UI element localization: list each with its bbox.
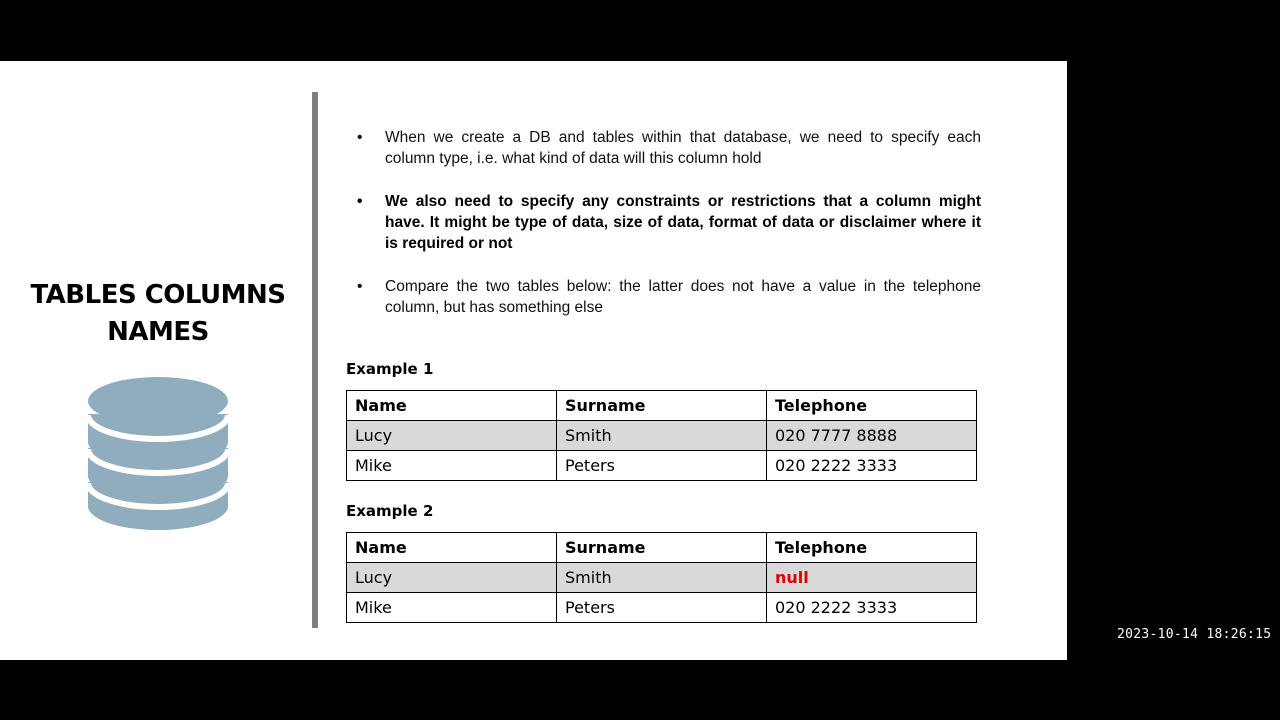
- recording-timestamp: 2023-10-14 18:26:15: [1117, 627, 1272, 642]
- vertical-divider: [312, 92, 318, 628]
- cell-telephone: 020 7777 8888: [767, 421, 977, 451]
- example-2-table: [346, 532, 977, 623]
- table-header-row: [347, 391, 977, 421]
- cell-telephone: 020 2222 3333: [767, 451, 977, 481]
- cell-name: Mike: [347, 593, 557, 623]
- slide-title: [0, 277, 316, 351]
- slide-title-line-2: NAMES: [107, 317, 209, 347]
- table-header-row: [347, 533, 977, 563]
- bullet-list: [355, 127, 981, 318]
- bullet-item-constraints: • We also need to specify any constraints or restrictions that a column might have. It might be type of data, size of data, format of data or disclaimer where it is required or not: [355, 191, 981, 254]
- slide-title-line-1: TABLES COLUMNS: [30, 280, 286, 310]
- database-icon: [86, 374, 230, 534]
- cell-surname: Smith: [557, 421, 767, 451]
- header-name: Name: [347, 391, 557, 421]
- header-surname: Surname: [557, 391, 767, 421]
- table-row: [347, 563, 977, 593]
- header-telephone: Telephone: [767, 391, 977, 421]
- bullet-item-column-type: • When we create a DB and tables within that database, we need to specify each column type, i.e. what kind of data will this column hold: [355, 127, 981, 169]
- cell-telephone: 020 2222 3333: [767, 593, 977, 623]
- cell-surname: Smith: [557, 563, 767, 593]
- table-row: [347, 421, 977, 451]
- cell-name: Mike: [347, 451, 557, 481]
- header-name: Name: [347, 533, 557, 563]
- header-surname: Surname: [557, 533, 767, 563]
- example-1-table: [346, 390, 977, 481]
- cell-name: Lucy: [347, 421, 557, 451]
- table-row: [347, 593, 977, 623]
- example-1-label: Example 1: [346, 360, 434, 378]
- table-row: [347, 451, 977, 481]
- header-telephone: Telephone: [767, 533, 977, 563]
- bullet-item-compare: • Compare the two tables below: the latter does not have a value in the telephone column, but has something else: [355, 276, 981, 318]
- presentation-slide: [0, 61, 1067, 660]
- example-2-label: Example 2: [346, 502, 434, 520]
- cell-surname: Peters: [557, 593, 767, 623]
- cell-telephone-null: null: [767, 563, 977, 593]
- cell-name: Lucy: [347, 563, 557, 593]
- cell-surname: Peters: [557, 451, 767, 481]
